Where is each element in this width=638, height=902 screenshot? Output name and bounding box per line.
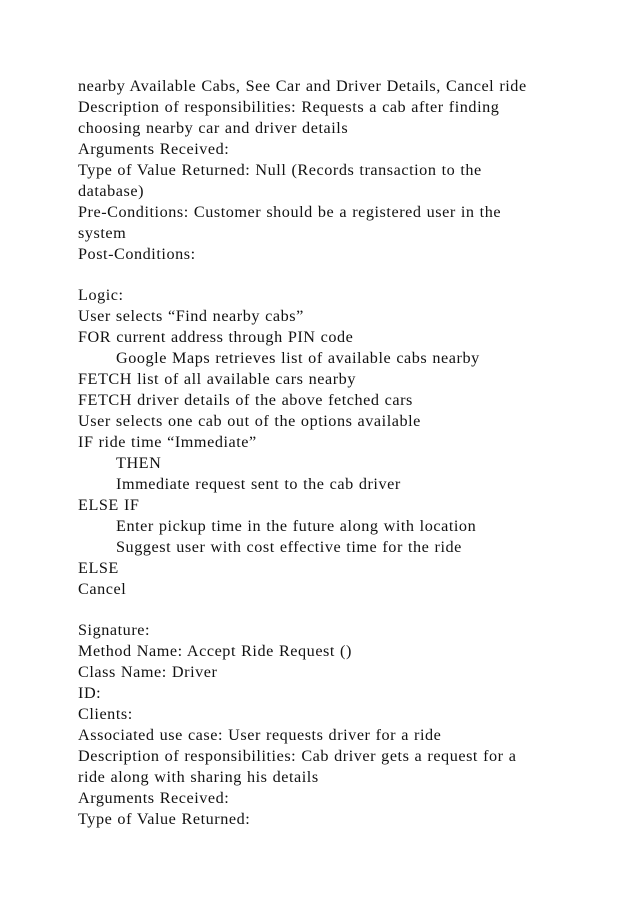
- text-line: Immediate request sent to the cab driver: [116, 474, 401, 493]
- blank-line: [78, 599, 618, 620]
- text-line: FETCH driver details of the above fetched cars: [78, 391, 413, 410]
- text-line: Associated use case: User requests driver for a ride: [78, 726, 442, 745]
- text-line: Description of responsibilities: Requests a cab after finding: [78, 97, 500, 116]
- text-line: Arguments Received:: [78, 788, 230, 807]
- text-line: nearby Available Cabs, See Car and Driver Details, Cancel ride: [78, 77, 527, 95]
- text-line: Clients:: [78, 705, 133, 724]
- text-line: Arguments Received:: [78, 139, 230, 158]
- text-line: Class Name: Driver: [78, 663, 218, 682]
- text-line: ride along with sharing his details: [78, 767, 319, 786]
- text-line: database): [78, 181, 145, 200]
- text-line: FETCH list of all available cars nearby: [78, 370, 356, 389]
- text-line: ELSE IF: [78, 495, 140, 514]
- text-line: Description of responsibilities: Cab driver gets a request for a: [78, 747, 517, 765]
- text-line: Type of Value Returned:: [78, 809, 251, 828]
- blank-line: [78, 264, 618, 285]
- text-line: ELSE: [78, 558, 119, 577]
- text-line: Cancel: [78, 579, 127, 598]
- text-line: FOR current address through PIN code: [78, 328, 354, 347]
- text-line: ID:: [78, 684, 102, 703]
- text-line: THEN: [116, 453, 162, 472]
- text-line: User selects “Find nearby cabs”: [78, 307, 304, 326]
- text-line: system: [78, 223, 127, 242]
- text-line: Suggest user with cost effective time for the ride: [116, 537, 462, 556]
- text-line: Logic:: [78, 286, 124, 305]
- document-body: [78, 76, 618, 830]
- text-line: Signature:: [78, 621, 151, 640]
- text-line: IF ride time “Immediate”: [78, 432, 257, 451]
- text-line: Type of Value Returned: Null (Records transaction to the: [78, 160, 482, 179]
- text-line: User selects one cab out of the options available: [78, 412, 421, 430]
- text-line: Google Maps retrieves list of available cabs nearby: [116, 349, 480, 368]
- text-line: choosing nearby car and driver details: [78, 118, 349, 137]
- text-line: Method Name: Accept Ride Request (): [78, 642, 352, 661]
- text-line: Enter pickup time in the future along with location: [116, 516, 477, 535]
- text-line: Post-Conditions:: [78, 244, 196, 263]
- text-line: Pre-Conditions: Customer should be a registered user in the: [78, 202, 502, 221]
